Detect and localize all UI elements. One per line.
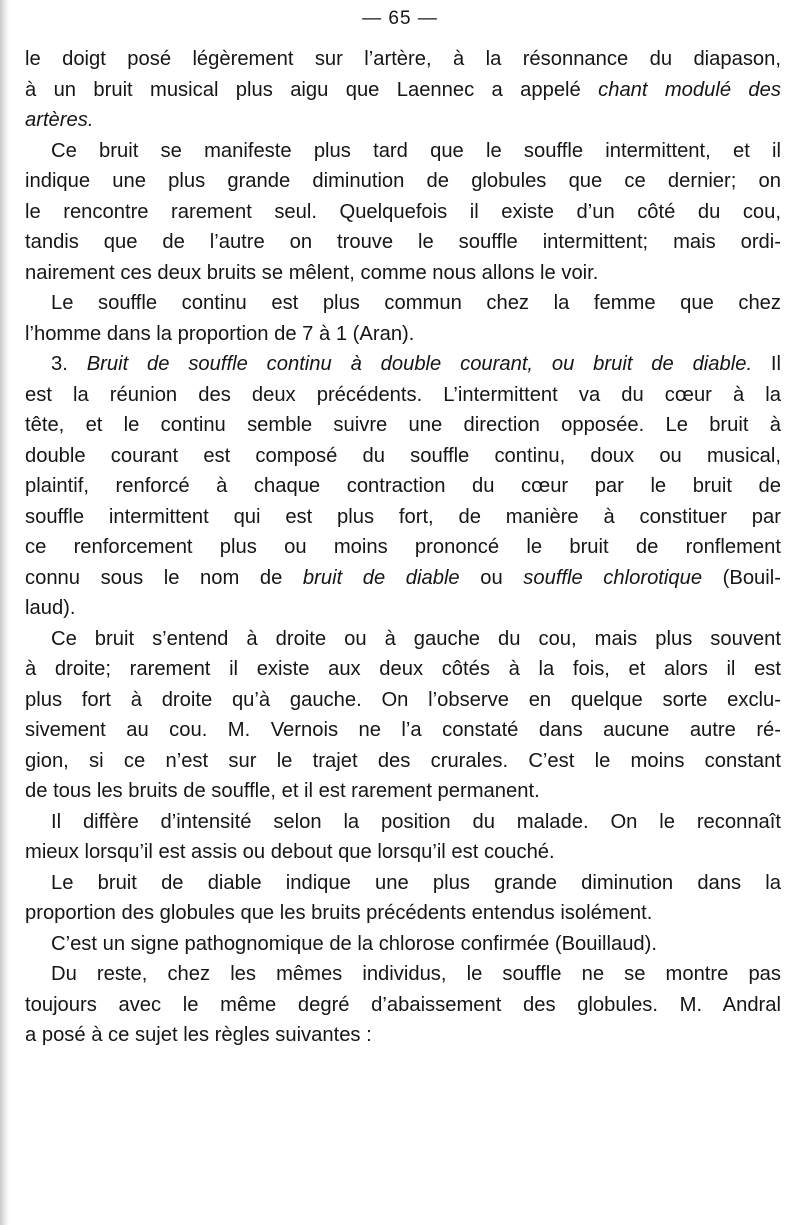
text-line — [25, 349, 781, 380]
text-segment: double courant est composé du souffle continu, doux ou musical, — [25, 444, 781, 467]
body-text — [25, 44, 781, 1051]
text-line — [25, 319, 781, 350]
text-segment: Il — [752, 353, 782, 375]
text-segment: C’est un signe pathognomique de la chlorose confirmée (Bouillaud). — [51, 932, 657, 955]
text-line — [25, 746, 781, 777]
text-line — [25, 441, 781, 472]
text-segment: à un bruit musical plus aigu que Laennec a appelé — [25, 78, 599, 101]
text-line — [25, 288, 781, 319]
text-line — [25, 990, 781, 1021]
text-line — [25, 563, 781, 594]
text-line — [25, 136, 781, 167]
text-segment: proportion des globules que les bruits précédents entendus isolément. — [25, 902, 653, 924]
text-segment: laud). — [25, 597, 76, 619]
text-line — [25, 654, 781, 685]
text-segment: l’homme dans la proportion de 7 à 1 (Aran). — [25, 322, 415, 345]
text-line — [25, 837, 781, 868]
text-line — [25, 380, 781, 411]
text-segment: sivement au cou. M. Vernois ne l’a constaté dans aucune autre ré- — [25, 719, 781, 741]
text-segment: le doigt posé légèrement sur l’artère, à la résonnance du diapason, — [25, 48, 781, 70]
text-line — [25, 471, 781, 502]
text-segment: ce renforcement plus ou moins prononcé le bruit de ronflement — [25, 536, 781, 558]
text-segment: tête, et le continu semble suivre une direction opposée. Le bruit à — [25, 414, 781, 436]
text-segment: Il diffère d’intensité selon la position du malade. On le reconnaît — [51, 810, 781, 833]
text-segment: a posé à ce sujet les règles suivantes : — [25, 1024, 372, 1046]
italic-text: chant modulé des — [598, 78, 781, 101]
text-segment: gion, si ce n’est sur le trajet des crurales. C’est le moins constant — [25, 749, 781, 772]
text-segment: plus fort à droite qu’à gauche. On l’observe en quelque sorte exclu- — [25, 688, 781, 711]
text-line — [25, 898, 781, 929]
text-segment: Le souffle continu est plus commun chez la femme que chez — [51, 292, 781, 314]
text-segment: Du reste, chez les mêmes individus, le souffle ne se montre pas — [51, 963, 781, 985]
text-line — [25, 1020, 781, 1051]
text-line — [25, 258, 781, 289]
text-line — [25, 532, 781, 563]
text-segment: 3. — [51, 353, 87, 375]
text-segment: connu sous le nom de — [25, 566, 303, 589]
text-segment: souffle intermittent qui est plus fort, de manière à constituer par — [25, 505, 781, 528]
text-line — [25, 624, 781, 655]
text-segment: mieux lorsqu’il est assis ou debout que lorsqu’il est couché. — [25, 841, 555, 863]
text-line — [25, 868, 781, 899]
page-binding-edge — [0, 0, 9, 1225]
text-line — [25, 685, 781, 716]
text-segment: indique une plus grande diminution de globules que ce dernier; on — [25, 170, 781, 192]
italic-text: Bruit de souffle continu à double courant, ou bruit de diable. — [86, 353, 753, 375]
text-segment: Ce bruit s’entend à droite ou à gauche du cou, mais plus souvent — [51, 627, 781, 650]
text-segment: Ce bruit se manifeste plus tard que le souffle intermittent, et il — [51, 139, 781, 162]
page-number: — 65 — — [362, 8, 438, 29]
text-line — [25, 197, 781, 228]
text-segment: ou — [459, 566, 524, 589]
text-line — [25, 807, 781, 838]
text-segment: Le bruit de diable indique une plus grande diminution dans la — [51, 871, 781, 894]
text-line — [25, 75, 781, 106]
text-line — [25, 715, 781, 746]
text-segment: toujours avec le même degré d’abaissement des globules. M. Andral — [25, 993, 781, 1016]
italic-text: bruit de diable — [302, 566, 460, 589]
text-segment: plaintif, renforcé à chaque contraction du cœur par le bruit de — [25, 475, 781, 497]
text-segment: (Bouil- — [702, 566, 781, 589]
text-line — [25, 593, 781, 624]
text-segment: à droite; rarement il existe aux deux côtés à la fois, et alors il est — [25, 658, 781, 680]
italic-text: artères. — [25, 109, 94, 131]
text-segment: le rencontre rarement seul. Quelquefois il existe d’un côté du cou, — [25, 200, 781, 223]
text-line — [25, 166, 781, 197]
text-line — [25, 959, 781, 990]
text-line — [25, 776, 781, 807]
text-line — [25, 227, 781, 258]
text-line — [25, 44, 781, 75]
text-segment: de tous les bruits de souffle, et il est rarement permanent. — [25, 780, 540, 802]
text-line — [25, 410, 781, 441]
text-segment: est la réunion des deux précédents. L’intermittent va du cœur à la — [25, 383, 781, 406]
text-line — [25, 105, 781, 136]
text-segment: tandis que de l’autre on trouve le souffle intermittent; mais ordi- — [25, 231, 781, 253]
italic-text: souffle chlorotique — [523, 566, 703, 589]
text-segment: nairement ces deux bruits se mêlent, comme nous allons le voir. — [25, 261, 599, 284]
text-line — [25, 502, 781, 533]
text-line — [25, 929, 781, 960]
